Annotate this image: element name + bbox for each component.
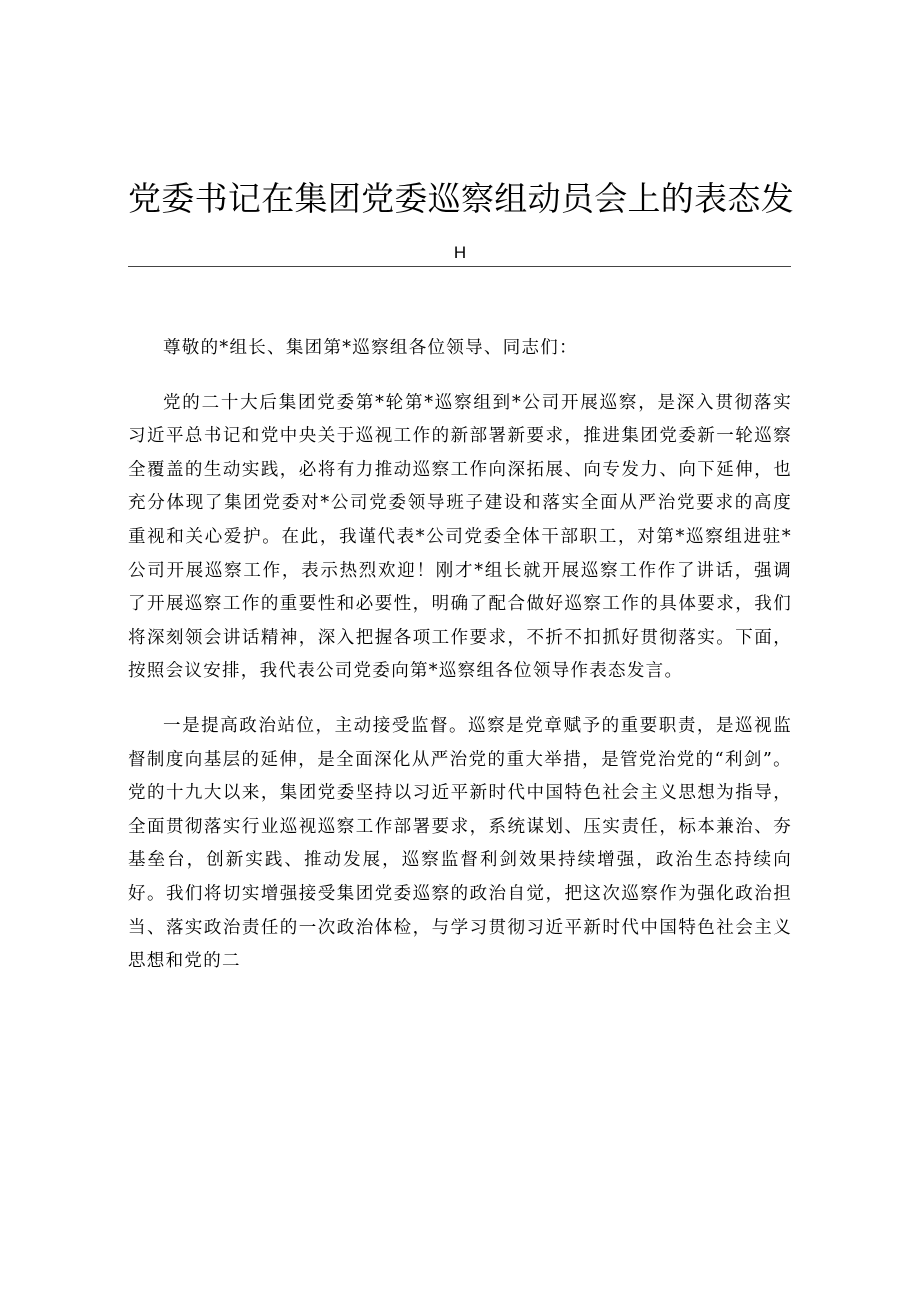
document-title: 党委书记在集团党委巡察组动员会上的表态发 — [128, 179, 794, 218]
salutation-paragraph: 尊敬的*组长、集团第*巡察组各位领导、同志们： — [163, 338, 578, 358]
point-one-paragraph: 一是提高政治站位，主动接受监督。巡察是党章赋予的重要职责，是巡视监督制度向基层的延伸，是全面深化从严治党的重大举措，是管党治党的“利剑”。党的十九大以来，集团党委坚持以习近平新时代中国特色社会主义思想为指导，全面贯彻落实行业巡视巡察工作部署要求，系统谋划、压实责任，标本兼治、夯基垒台，创新实践、推动发展，巡察监督利剑效果持续增强，政治生态持续向好。我们将切实增强接受集团党委巡察的政治自觉，把这次巡察作为强化政治担当、落实政治责任的一次政治体检，与学习贯彻习近平新时代中国特色社会主义思想和党的二 — [128, 715, 792, 972]
opening-paragraph: 党的二十大后集团党委第*轮第*巡察组到*公司开展巡察，是深入贯彻落实习近平总书记和党中央关于巡视工作的新部署新要求，推进集团党委新一轮巡察全覆盖的生动实践，必将有力推动巡察工作向深拓展、向专发力、向下延伸，也充分体现了集团党委对*公司党委领导班子建设和落实全面从严治党要求的高度重视和关心爱护。在此，我谨代表*公司党委全体干部职工，对第*巡察组进驻*公司开展巡察工作，表示热烈欢迎！刚才*组长就开展巡察工作作了讲话，强调了开展巡察工作的重要性和必要性，明确了配合做好巡察工作的具体要求，我们将深刻领会讲话精神，深入把握各项工作要求，不折不扣抓好贯彻落实。下面，按照会议安排，我代表公司党委向第*巡察组各位领导作表态发言。 — [128, 392, 792, 682]
title-continuation: H — [453, 243, 467, 262]
document-body — [128, 332, 792, 979]
title-divider — [128, 266, 791, 267]
